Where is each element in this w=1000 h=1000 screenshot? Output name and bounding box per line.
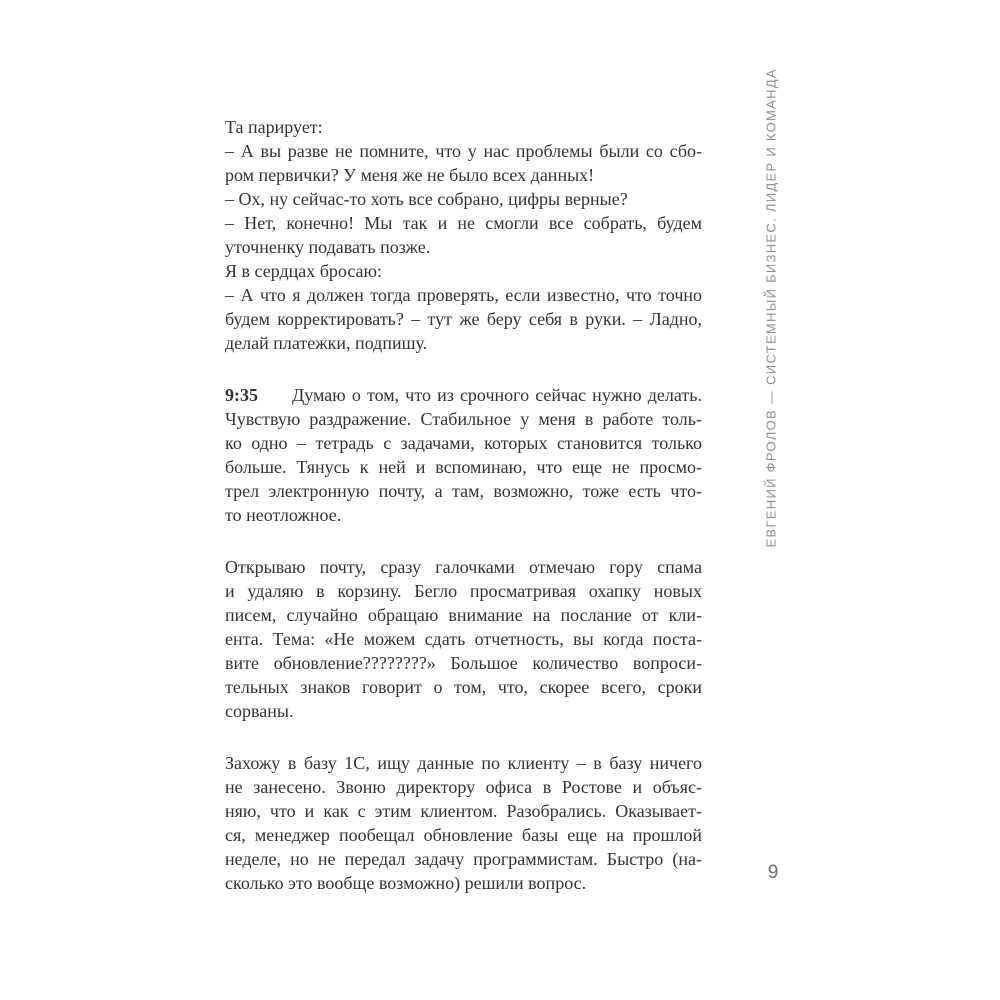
text-line: ся, менеджер пообещал обновление базы еще на прошлой — [225, 825, 702, 845]
time-marker: 9:35 — [225, 385, 258, 405]
text-line: то неотложное. — [225, 505, 342, 525]
paragraph — [225, 115, 702, 139]
text-line: – Ох, ну сейчас-то хоть все собрано, цифры верные? — [225, 189, 628, 209]
text-line: – А что я должен тогда проверять, если известно, что точно — [225, 285, 702, 305]
text-line: Та парирует: — [225, 117, 323, 137]
text-line: Захожу в базу 1С, ищу данные по клиенту – в базу ничего — [225, 753, 702, 773]
text-line: не занесено. Звоню директору офиса в Ростове и объяс- — [225, 777, 702, 797]
paragraph — [225, 283, 702, 355]
book-title-vertical: ЕВГЕНИЙ ФРОЛОВ — СИСТЕМНЫЙ БИЗНЕС. ЛИДЕР И КОМАНДА — [763, 68, 779, 548]
page-number: 9 — [767, 862, 779, 883]
text-line: Чувствую раздражение. Стабильное у меня в работе толь- — [225, 409, 702, 429]
paragraph — [225, 751, 702, 895]
text-line: – А вы разве не помните, что у нас проблемы были со сбо- — [225, 141, 702, 161]
text-line: – Нет, конечно! Мы так и не смогли все собрать, будем — [225, 213, 702, 233]
paragraph — [225, 139, 702, 187]
text-line: 9:35 Думаю о том, что из срочного сейчас нужно делать. — [225, 385, 702, 405]
text-column — [225, 115, 702, 895]
text-line: будем корректировать? – тут же беру себя в руки. – Ладно, — [225, 309, 702, 329]
text-line: сколько это вообще возможно) решили вопрос. — [225, 873, 587, 893]
text-line: ко одно – тетрадь с задачами, которых становится только — [225, 433, 702, 453]
text-line: уточненку подавать позже. — [225, 237, 431, 257]
text-line: сорваны. — [225, 701, 294, 721]
text-line: трел электронную почту, а там, возможно, тоже есть что- — [225, 481, 702, 501]
text-line: няю, что и как с этим клиентом. Разобрались. Оказывает- — [225, 801, 702, 821]
text-line: неделе, но не передал задачу программистам. Быстро (на- — [225, 849, 702, 869]
tab-spacer — [258, 400, 292, 401]
text-line: больше. Тянусь к ней и вспоминаю, что еще не просмо- — [225, 457, 702, 477]
text-line: писем, случайно обращаю внимание на послание от кли- — [225, 605, 702, 625]
text-line: и удаляю в корзину. Бегло просматривая охапку новых — [225, 581, 702, 601]
paragraph — [225, 383, 702, 527]
text-line: вите обновление????????» Большое количество вопроси- — [225, 653, 702, 673]
paragraph — [225, 555, 702, 723]
paragraph — [225, 187, 702, 211]
paragraph — [225, 259, 702, 283]
text-line: ента. Тема: «Не можем сдать отчетность, вы когда поста- — [225, 629, 702, 649]
text-line: Открываю почту, сразу галочками отмечаю гору спама — [225, 557, 702, 577]
paragraph — [225, 211, 702, 259]
text-line: делай платежки, подпишу. — [225, 333, 428, 353]
text-line: ром первички? У меня же не было всех данных! — [225, 165, 595, 185]
text-line: тельных знаков говорит о том, что, скорее всего, сроки — [225, 677, 702, 697]
text-line: Я в сердцах бросаю: — [225, 261, 382, 281]
